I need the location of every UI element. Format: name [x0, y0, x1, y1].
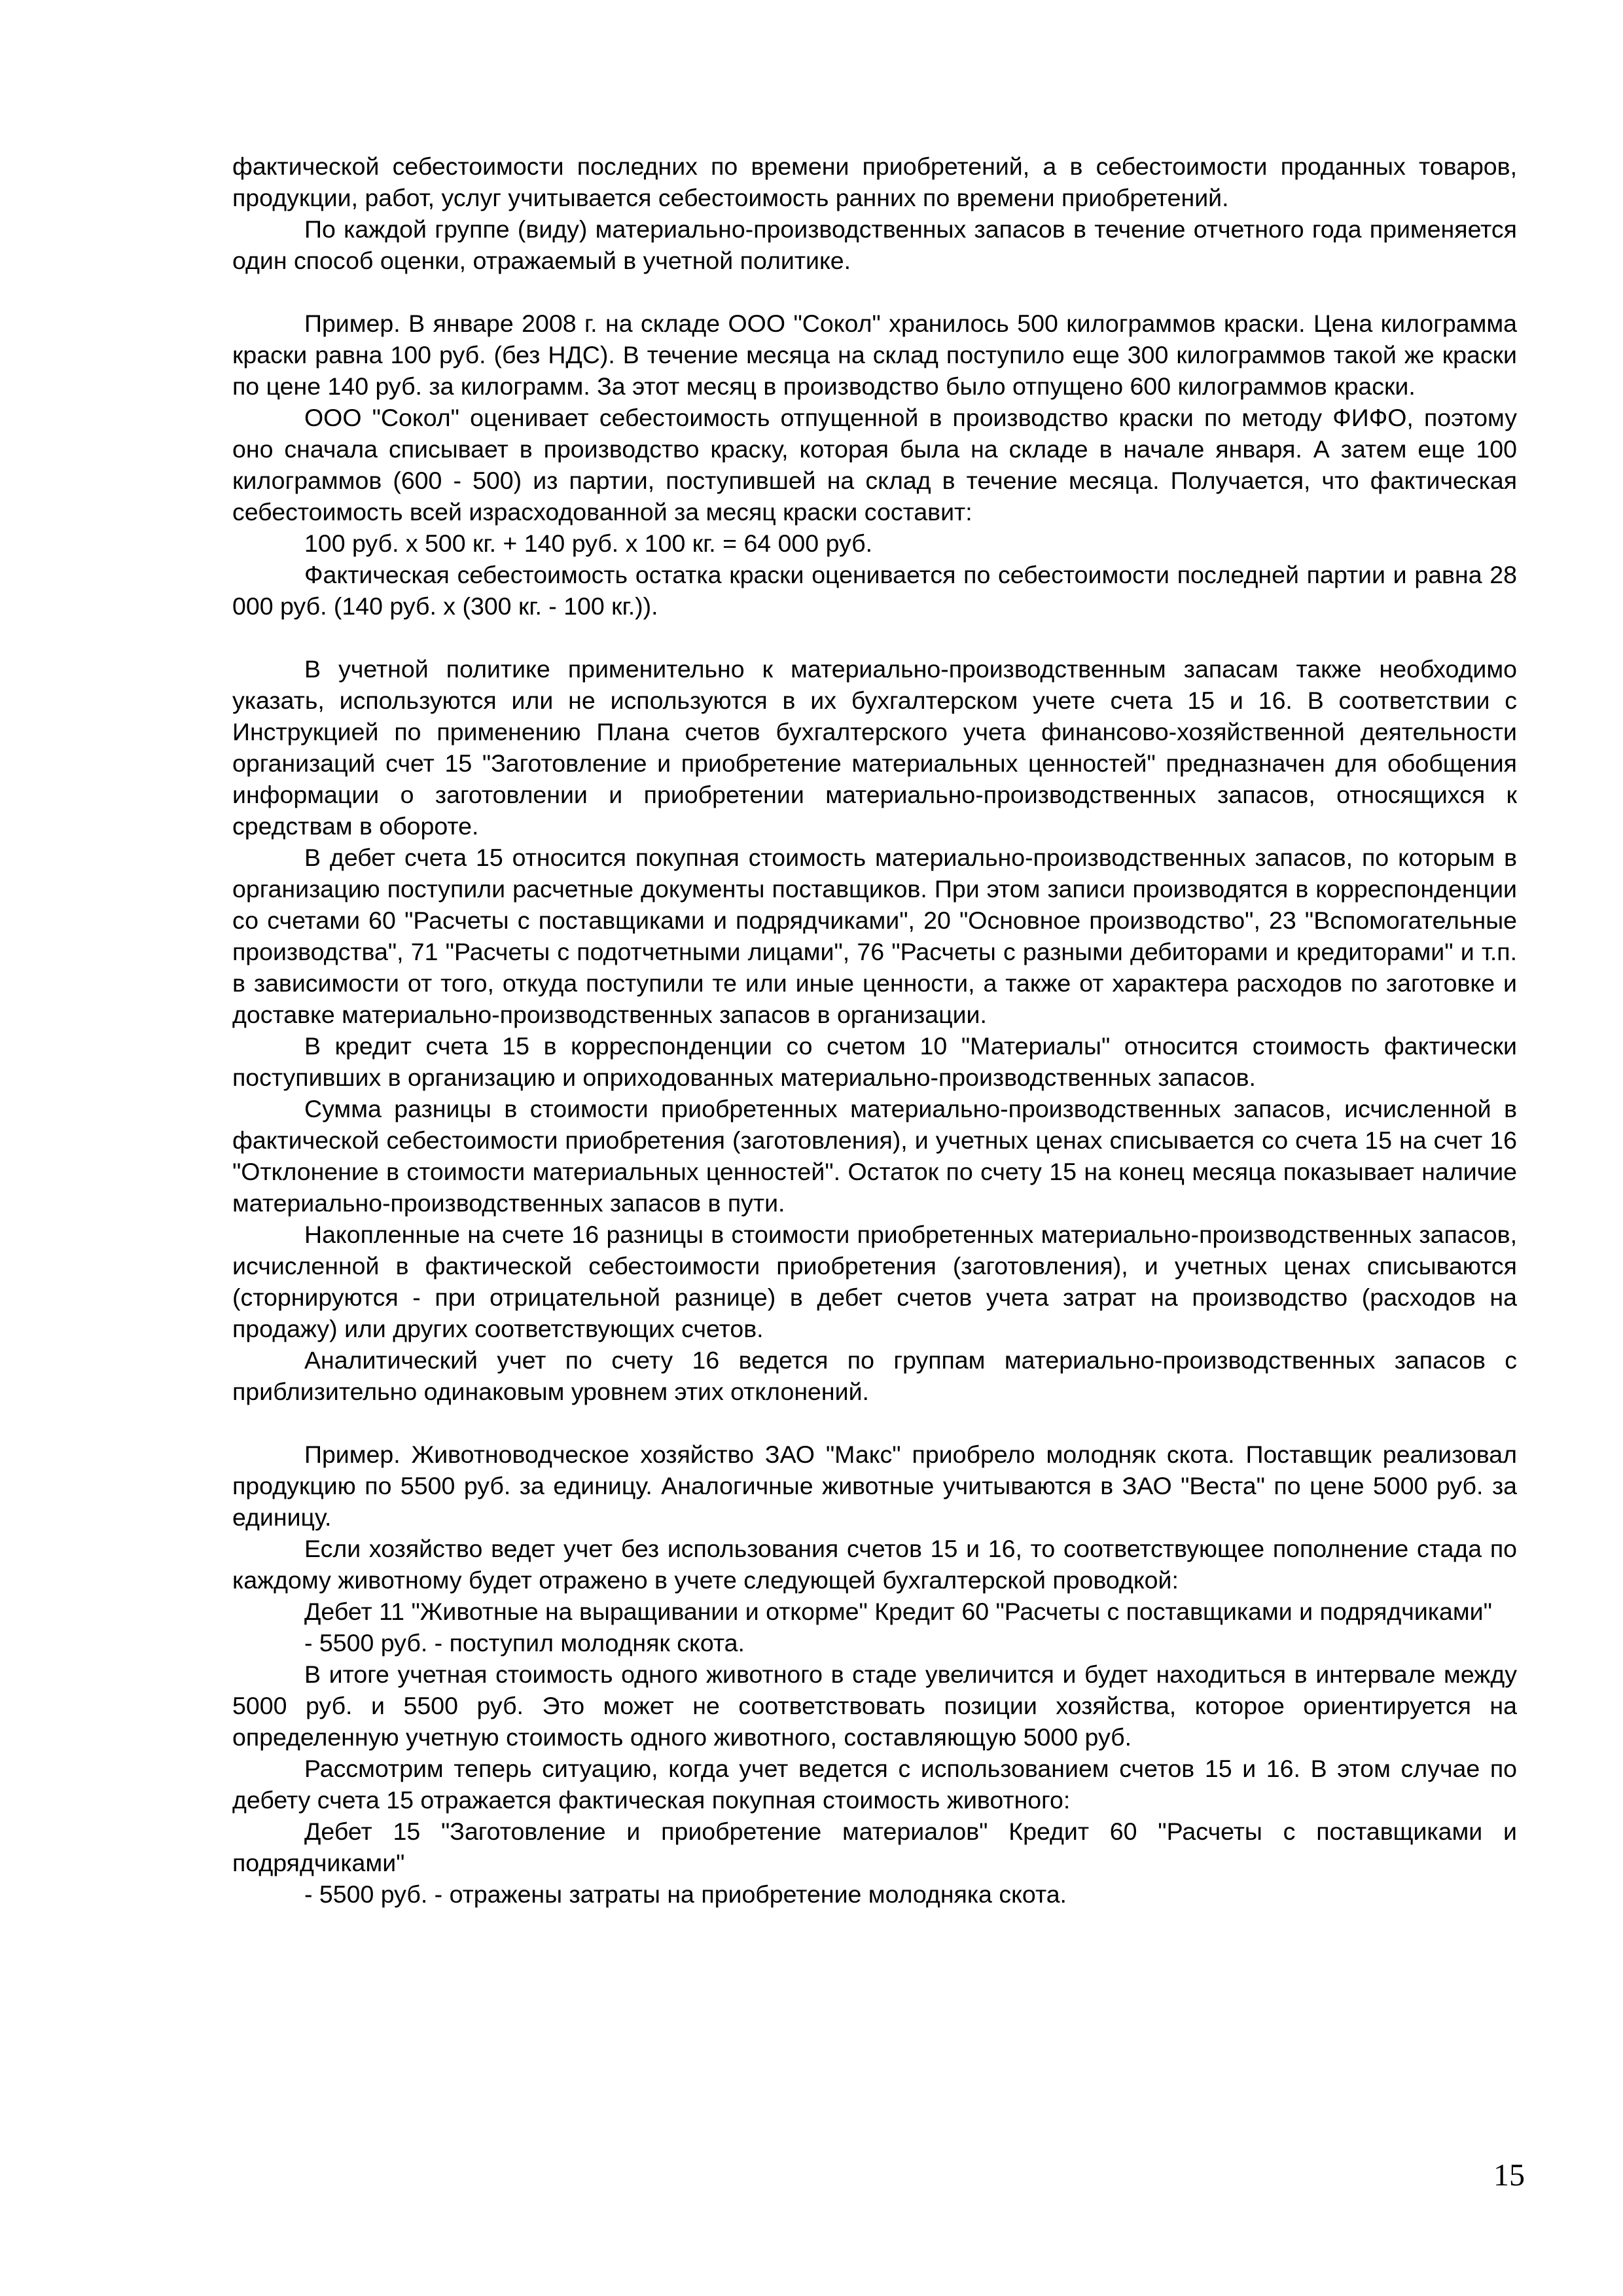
paragraph-gap: [232, 1407, 1517, 1439]
example-paragraph: Пример. Животноводческое хозяйство ЗАО "Макс" приобрело молодняк скота. Поставщик реализовал продукцию по 5500 руб. за единицу. Аналогичные животные учитываются в ЗАО "Веста" по цене 5000 руб. за единицу.: [232, 1441, 1517, 1531]
paragraph: Аналитический учет по счету 16 ведется по группам материально-производственных запасов с приблизительно одинаковым уровнем этих отклонений.: [232, 1346, 1517, 1405]
example-paragraph: Пример. В январе 2008 г. на складе ООО "Сокол" хранилось 500 килограммов краски. Цена килограмма краски равна 100 руб. (без НДС). В течение месяца на склад поступило еще 300 килограммов такой же краски по цене 140 руб. за килограмм. За этот месяц в производство было отпущено 600 килограммов краски.: [232, 310, 1517, 400]
paragraph: В кредит счета 15 в корреспонденции со счетом 10 "Материалы" относится стоимость фактически поступивших в организацию и оприходованных материально-производственных запасов.: [232, 1032, 1517, 1091]
paragraph: Если хозяйство ведет учет без использования счетов 15 и 16, то соответствующее пополнение стада по каждому животному будет отражено в учете следующей бухгалтерской проводкой:: [232, 1535, 1517, 1594]
paragraph: В учетной политике применительно к материально-производственным запасам также необходимо указать, используются или не используются в их бухгалтерском учете счета 15 и 16. В соответствии с Инструкцией по применению Плана счетов бухгалтерского учета финансово-хозяйственной деятельности организаций счет 15 "Заготовление и приобретение материальных ценностей" предназначен для обобщения информации о заготовлении и приобретении материально-производственных запасов, относящихся к средствам в обороте.: [232, 655, 1517, 840]
paragraph: Сумма разницы в стоимости приобретенных материально-производственных запасов, исчисленной в фактической себестоимости приобретения (заготовления), и учетных ценах списывается со счета 15 на счет 16 "Отклонение в стоимости материальных ценностей". Остаток по счету 15 на конец месяца показывает наличие материально-производственных запасов в пути.: [232, 1095, 1517, 1217]
accounting-entry: Дебет 11 "Животные на выращивании и откорме" Кредит 60 "Расчеты с поставщиками и подрядчиками": [304, 1598, 1492, 1625]
formula-line: 100 руб. x 500 кг. + 140 руб. x 100 кг. = 64 000 руб.: [304, 529, 873, 557]
paragraph-gap: [232, 276, 1517, 308]
paragraph: ООО "Сокол" оценивает себестоимость отпущенной в производство краски по методу ФИФО, поэтому оно сначала списывает в производство краску, которая была на складе в начале января. А затем еще 100 килограммов (600 - 500) из партии, поступившей на склад в течение месяца. Получается, что фактическая себестоимость всей израсходованной за месяц краски составит:: [232, 404, 1517, 526]
page-number: 15: [1493, 2158, 1525, 2193]
paragraph: Накопленные на счете 16 разницы в стоимости приобретенных материально-производственных запасов, исчисленной в фактической себестоимости приобретения (заготовления), и учетных ценах списываются (сторнируются - при отрицательной разнице) в дебет счетов учета затрат на производство (расходов на продажу) или других соответствующих счетов.: [232, 1221, 1517, 1342]
paragraph: В итоге учетная стоимость одного животного в стаде увеличится и будет находиться в интервале между 5000 руб. и 5500 руб. Это может не соответствовать позиции хозяйства, которое ориентируется на определенную учетную стоимость одного животного, составляющую 5000 руб.: [232, 1660, 1517, 1751]
paragraph: По каждой группе (виду) материально-производственных запасов в течение отчетного года применяется один способ оценки, отражаемый в учетной политике.: [232, 215, 1517, 274]
page-body: [232, 151, 1517, 1910]
paragraph: Фактическая себестоимость остатка краски оценивается по себестоимости последней партии и равна 28 000 руб. (140 руб. x (300 кг. - 100 кг.)).: [232, 561, 1517, 620]
accounting-entry: Дебет 15 "Заготовление и приобретение материалов" Кредит 60 "Расчеты с поставщиками и подрядчиками": [232, 1818, 1517, 1876]
paragraph: Рассмотрим теперь ситуацию, когда учет ведется с использованием счетов 15 и 16. В этом случае по дебету счета 15 отражается фактическая покупная стоимость животного:: [232, 1755, 1517, 1814]
paragraph-gap: [232, 622, 1517, 653]
paragraph: В дебет счета 15 относится покупная стоимость материально-производственных запасов, по которым в организацию поступили расчетные документы поставщиков. При этом записи производятся в корреспонденции со счетами 60 "Расчеты с поставщиками и подрядчиками", 20 "Основное производство", 23 "Вспомогательные производства", 71 "Расчеты с подотчетными лицами", 76 "Расчеты с разными дебиторами и кредиторами" и т.п. в зависимости от того, откуда поступили те или иные ценности, а также от характера расходов по заготовке и доставке материально-производственных запасов в организации.: [232, 844, 1517, 1028]
entry-amount: - 5500 руб. - поступил молодняк скота.: [304, 1629, 745, 1657]
entry-amount: - 5500 руб. - отражены затраты на приобретение молодняка скота.: [304, 1880, 1067, 1908]
paragraph: фактической себестоимости последних по времени приобретений, а в себестоимости проданных товаров, продукции, работ, услуг учитывается себестоимость ранних по времени приобретений.: [232, 152, 1517, 211]
